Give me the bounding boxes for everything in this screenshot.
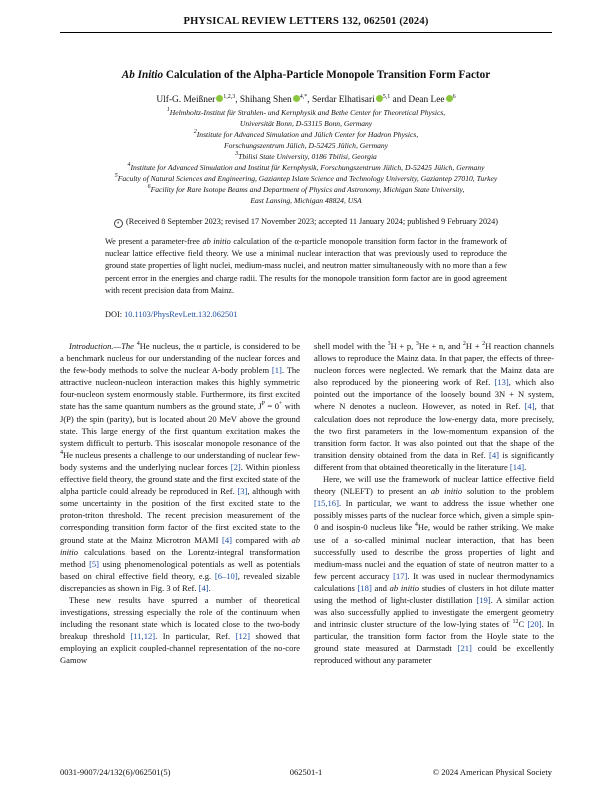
citation-link[interactable]: [21]	[457, 643, 472, 654]
body-text: . In particular, Ref.	[155, 631, 236, 642]
paragraph	[314, 340, 554, 473]
body-text: . In particular, we want to address the issue whether one possibly misses parts of the nuclear force which, given a simple spin-0 and isospin-0 nucleus like	[314, 498, 554, 533]
orcid-icon[interactable]	[446, 95, 453, 102]
paper-title	[60, 69, 552, 81]
body-text: compared with	[231, 534, 292, 545]
title-italic: Ab Initio	[121, 69, 164, 81]
citation-link[interactable]: [18]	[357, 582, 372, 593]
body-text: using phenomenological potentials as well as potentials based on chiral effective field theory, e.g.	[60, 558, 301, 581]
body-text: studies of clusters in hot dilute matter using the method of light-cluster distillation	[314, 582, 554, 605]
body-text: . A similar action was also successfully applied to investigate the emergent geometry and intrinsic cluster structure of the low-lying states of	[314, 594, 554, 630]
doi-line	[105, 310, 237, 319]
author-affil: 1,2,3	[223, 94, 236, 100]
superscript: 4	[60, 449, 63, 456]
body-text: could be excellently reproduced without any parameter	[314, 643, 555, 666]
body-italic: ab initio	[60, 534, 300, 557]
body-text: He + n, and	[418, 341, 463, 351]
affiliation-line: Institute for Advanced Simulation and Jülich Center for Hadron Physics,	[196, 130, 419, 139]
affiliation-line: Universität Bonn, D-53115 Bonn, Germany	[239, 118, 373, 128]
footer-code: 0031-9007/24/132(6)/062501(5)	[60, 767, 171, 777]
body-text: and	[371, 582, 390, 593]
body-text: . In particular, the transition form factor from the Hoyle state to the ground state measured at Darmstadt	[314, 619, 555, 654]
paragraph	[60, 594, 300, 667]
author-name[interactable]: Serdar Elhatisari	[311, 95, 375, 105]
body-text: Here, we will use the framework of nuclear lattice effective field theory (NLEFT) to present an	[314, 474, 554, 497]
affiliation	[60, 130, 552, 151]
body-text: shell model with the	[314, 341, 388, 351]
body-text: . Within pionless effective field theory, the ground state and the first excited state of the alpha particle could already be reproduced in Ref.	[60, 461, 300, 497]
body-text: . It was used in nuclear thermodynamics calculations	[314, 570, 554, 593]
citation-link[interactable]: [3]	[237, 486, 248, 497]
citation-link[interactable]: [13]	[494, 377, 509, 388]
body-text: with J(P) the spin (parity), but is located about 20 MeV above the ground state. This large energy of the first quantum excitation makes the system difficult to perturb. This isoscalar monopole resonance of the	[60, 401, 300, 448]
body-text: = 0	[265, 401, 279, 412]
author-separator: and	[390, 95, 409, 105]
page-number: 062501-1	[289, 767, 323, 777]
body-italic: ab initio	[430, 486, 463, 497]
section-heading: Introduction.—The	[69, 341, 137, 351]
affiliation	[60, 108, 552, 129]
body-text: , although with some uncertainty in the position of the first excited state to the proton-triton threshold. The recent precision measurement of the corresponding transition form factor of the first excited state to the ground state at the Mainz Microtron MAMI	[60, 486, 301, 545]
abstract-text: We present a parameter-free	[105, 237, 203, 246]
citation-link[interactable]: [17]	[393, 570, 408, 581]
author-affil: 5,1	[382, 94, 391, 100]
journal-header: PHYSICAL REVIEW LETTERS 132, 062501 (2024)	[183, 16, 429, 27]
superscript: 12	[512, 619, 519, 626]
superscript: 4	[414, 522, 418, 529]
citation-link[interactable]: [1]	[271, 365, 282, 376]
affiliation-line: Institute for Advanced Simulation and Institut für Kernphysik, Forschungszentrum Jülich, D-52425 Jülich, Germany	[130, 163, 485, 172]
body-text: , revealed sizable discrepancies as shown in Fig. 3 of Ref.	[60, 570, 300, 593]
author-name[interactable]: Ulf-G. Meißner	[156, 95, 216, 105]
right-column	[314, 340, 554, 667]
superscript: +	[278, 401, 283, 408]
body-text: . The attractive nucleon-nucleon interaction makes this highly symmetric four-nucleon system enormously stable. Furthermore, its first excited state has the same quantum numbers as the ground state, J	[60, 365, 300, 412]
author-list	[60, 95, 552, 105]
affiliation-line: Forschungszentrum Jülich, D-52425 Jülich, Germany	[223, 140, 389, 150]
citation-link[interactable]: [15,16]	[314, 498, 339, 509]
body-text: , that calculation does not reproduce the low-energy data, more precisely, the two first parameters in the low-momentum expansion of the transition form factor. It was also pointed out that the shape of the transition density obtained from the data in Ref.	[314, 401, 554, 460]
doi-label: DOI:	[105, 310, 125, 319]
abstract-italic: ab initio	[202, 237, 231, 246]
affiliation-number: 6	[147, 184, 151, 190]
superscript: 2	[462, 341, 466, 347]
affiliation	[60, 163, 552, 174]
body-text: He, would be rather striking. We make use of a so-called minimal nuclear interaction, that has been successfully used to describe the gross properties of light and medium-mass nuclei and the equation of state of neutron matter to a few percent accuracy	[314, 522, 554, 581]
orcid-icon[interactable]	[376, 95, 383, 102]
affiliation	[60, 185, 552, 206]
body-text: is significantly different from that obtained theoretically in the literature	[314, 449, 554, 472]
author-name[interactable]: Shihang Shen	[239, 95, 292, 105]
title-rest: Calculation of the Alpha-Particle Monopole Transition Form Factor	[163, 69, 491, 81]
body-text: H +	[465, 341, 483, 351]
affiliation-number: 4	[127, 162, 131, 168]
crossmark-icon[interactable]: ◐	[114, 219, 123, 228]
affiliation-number: 3	[235, 151, 239, 157]
affiliation-number: 2	[193, 129, 197, 135]
superscript: 3	[387, 341, 391, 347]
abstract	[105, 236, 507, 297]
citation-link[interactable]: [19]	[476, 594, 491, 605]
citation-link[interactable]: [4]	[524, 401, 535, 412]
header-rule	[60, 32, 552, 33]
affiliation-line: Helmholtz-Institut für Strahlen- und Kernphysik and Bethe Center for Theoretical Physics,	[169, 108, 446, 117]
superscript: 3	[415, 341, 419, 347]
affiliation-number: 1	[166, 107, 170, 113]
body-text: He nucleus presents a challenge to our understanding of nuclear few-body systems and the underlying nuclear forces	[60, 449, 300, 472]
author-name[interactable]: Dean Lee	[408, 95, 445, 105]
affiliation-line: Facility for Rare Isotope Beams and Department of Physics and Astronomy, Michigan State University,	[150, 185, 465, 194]
affiliation-number: 5	[114, 173, 118, 179]
citation-link[interactable]: [20]	[527, 619, 542, 630]
citation-link[interactable]: [14]	[509, 461, 525, 472]
affiliation	[60, 152, 552, 163]
body-text: C	[518, 619, 528, 630]
body-text: calculations based on the Lorentz-integral transformation method	[60, 546, 300, 569]
doi-link[interactable]: 10.1103/PhysRevLett.132.062501	[124, 310, 238, 319]
citation-link[interactable]: [4]	[221, 534, 232, 545]
body-text: solution to the problem	[462, 486, 554, 497]
body-text: These new results have spurred a number of theoretical investigations, stressing especially the role of the continuum when including the resonant state which is located close to the two-body breakup threshold	[60, 594, 300, 642]
body-text: , which also pointed out the importance of the loosely bound 3N + N system, where N denotes a nucleon. However, as noted in Ref.	[314, 377, 554, 412]
affiliation-line: Tbilisi State University, 0186 Tbilisi, Georgia	[238, 152, 377, 161]
body-text: .	[208, 582, 211, 593]
paragraph	[314, 473, 554, 667]
author-affil: 6	[452, 94, 456, 100]
author-separator: ,	[307, 95, 312, 105]
citation-link[interactable]: [6–10]	[214, 570, 238, 581]
author-affil: 4,*	[299, 94, 308, 100]
superscript: 4	[136, 341, 140, 347]
body-italic: ab initio	[389, 582, 419, 593]
body-text: showed that employing an explicit coupled-channel representation of the no-core Gamow	[60, 631, 300, 666]
orcid-icon[interactable]	[293, 95, 300, 102]
citation-link[interactable]: [4]	[198, 582, 209, 593]
body-text: He nucleus, the α particle, is considered to be a benchmark nucleus for our understanding of the nuclear forces and the few-body methods to solve the nuclear A-body problem	[60, 341, 301, 376]
superscript: P	[261, 401, 265, 408]
citation-link[interactable]: [11,12]	[130, 631, 156, 642]
affiliation	[60, 174, 552, 185]
author-separator: ,	[235, 95, 240, 105]
citation-link[interactable]: [5]	[89, 558, 100, 569]
paragraph	[60, 340, 300, 594]
affiliation-line: Faculty of Natural Sciences and Engineering, Gaziantep Islam Science and Technology University, Gaziantep 27010, Turkey	[117, 174, 498, 183]
body-text: H + p,	[390, 341, 416, 351]
footer-copyright: © 2024 American Physical Society	[432, 767, 552, 777]
citation-link[interactable]: [4]	[489, 449, 500, 460]
citation-link[interactable]: [12]	[235, 631, 250, 642]
received-text: (Received 8 September 2023; revised 17 November 2023; accepted 11 January 2024; published 9 February 2024)	[126, 217, 498, 226]
body-text: H reaction channels allows to reproduce the Mainz data. In that paper, the effects of three-nucleon forces were neglected. We remark that the Mainz data are also reproduced by the pioneering work of Ref.	[314, 341, 554, 388]
affiliation-line: East Lansing, Michigan 48824, USA	[250, 195, 362, 205]
citation-link[interactable]: [2]	[230, 461, 241, 472]
body-text: .	[524, 461, 527, 472]
abstract-text: calculation of the α-particle monopole transition form factor in the framework of nuclear lattice effective field theory. We use a minimal nuclear interaction that was previously used to reproduce the ground state properties of light nuclei, medium-mass nuclei, and neutron matter simultaneously with no more than a few percent error in the energies and charge radii. The results for the monopole transition form factor are in good agreement with recent precision data from Mainz.	[105, 237, 507, 295]
left-column	[60, 340, 300, 667]
superscript: 2	[482, 341, 486, 347]
received-dates	[60, 217, 552, 228]
